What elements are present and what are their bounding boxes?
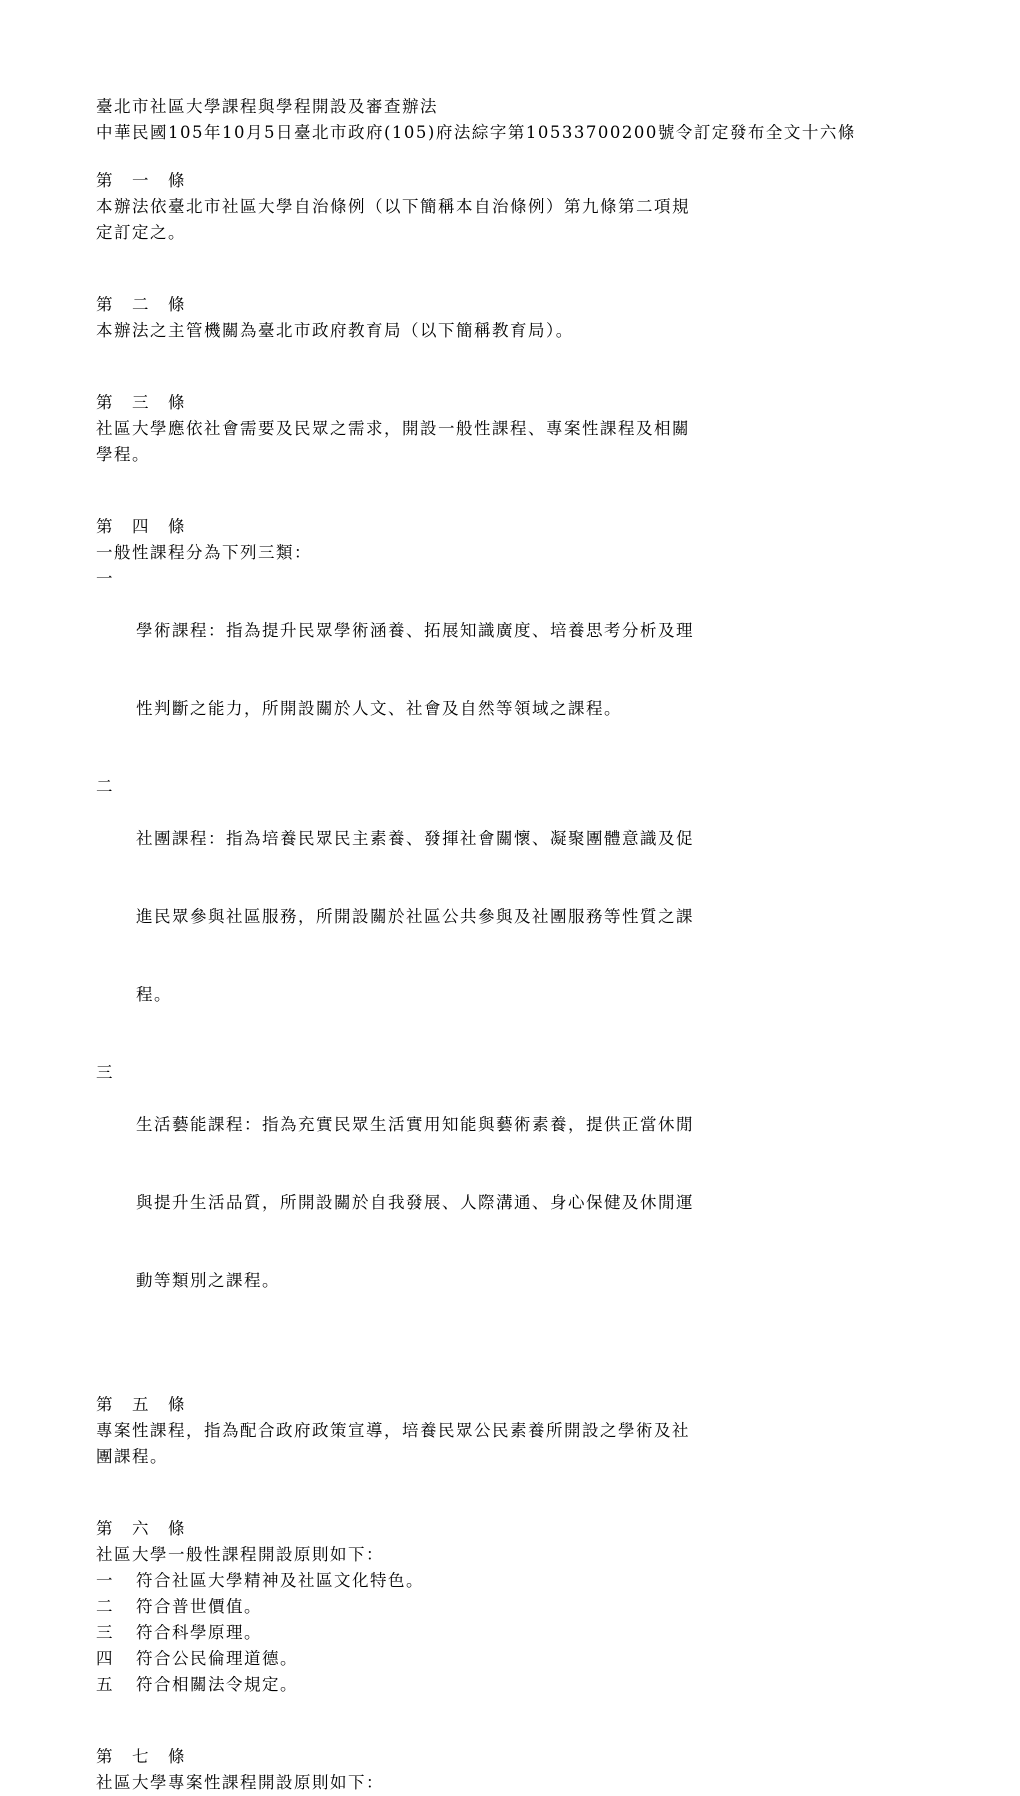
spacer	[96, 1698, 896, 1744]
spacer	[96, 246, 896, 292]
spacer	[96, 468, 896, 514]
list-item	[96, 1060, 896, 1346]
article-2	[96, 292, 896, 344]
article-1	[96, 168, 896, 246]
item-number: 一	[96, 1571, 114, 1590]
item-text	[136, 1060, 756, 1346]
item-text: 符合公民倫理道德。	[136, 1649, 298, 1668]
spacer	[96, 1346, 896, 1392]
article-text-line: 社區大學專案性課程開設原則如下：	[96, 1773, 384, 1792]
spacer	[96, 146, 896, 168]
item-text: 符合社區大學精神及社區文化特色。	[136, 1571, 424, 1590]
list-item	[96, 774, 896, 1060]
item-number: 三	[96, 1623, 114, 1642]
article-text-line: 學程。	[96, 445, 150, 464]
item-text-line: 程。	[136, 985, 172, 1004]
article-heading: 第 四 條	[96, 517, 186, 536]
article-heading: 第 七 條	[96, 1747, 186, 1766]
item-text-line: 進民眾參與社區服務，所開設關於社區公共參與及社團服務等性質之課	[136, 907, 694, 926]
item-number: 四	[96, 1649, 114, 1668]
article-heading: 第 二 條	[96, 295, 186, 314]
article-3	[96, 390, 896, 468]
item-text-line: 與提升生活品質，所開設關於自我發展、人際溝通、身心保健及休閒運	[136, 1193, 694, 1212]
document-title: 臺北市社區大學課程與學程開設及審查辦法	[96, 97, 438, 116]
item-text	[136, 566, 756, 774]
list-item	[96, 1568, 896, 1594]
item-text-line: 性判斷之能力，所開設關於人文、社會及自然等領域之課程。	[136, 699, 622, 718]
article-heading: 第 六 條	[96, 1519, 186, 1538]
item-number: 二	[96, 777, 114, 796]
document-page	[96, 94, 896, 1796]
spacer	[96, 1470, 896, 1516]
item-text: 符合相關法令規定。	[136, 1675, 298, 1694]
item-text: 符合科學原理。	[136, 1623, 262, 1642]
article-text-line: 團課程。	[96, 1447, 168, 1466]
article-text-line: 本辦法依臺北市社區大學自治條例（以下簡稱本自治條例）第九條第二項規	[96, 197, 690, 216]
article-text-line: 社區大學一般性課程開設原則如下：	[96, 1545, 384, 1564]
item-number: 一	[96, 569, 114, 588]
item-number: 五	[96, 1675, 114, 1694]
item-text-line: 社團課程：指為培養民眾民主素養、發揮社會關懷、凝聚團體意識及促	[136, 829, 694, 848]
article-heading: 第 五 條	[96, 1395, 186, 1414]
document-subtitle: 中華民國105年10月5日臺北市政府(105)府法綜字第10533700200號令訂定發布全文十六條	[96, 123, 856, 142]
item-number: 三	[96, 1063, 114, 1082]
item-text-line: 學術課程：指為提升民眾學術涵養、拓展知識廣度、培養思考分析及理	[136, 621, 694, 640]
article-text-line: 專案性課程，指為配合政府政策宣導，培養民眾公民素養所開設之學術及社	[96, 1421, 690, 1440]
list-item	[96, 1646, 896, 1672]
item-text	[136, 774, 756, 1060]
article-text-line: 本辦法之主管機關為臺北市政府教育局（以下簡稱教育局）。	[96, 321, 574, 340]
article-heading: 第 一 條	[96, 171, 186, 190]
item-text-line: 生活藝能課程：指為充實民眾生活實用知能與藝術素養，提供正當休閒	[136, 1115, 694, 1134]
list-item	[96, 1672, 896, 1698]
article-5	[96, 1392, 896, 1470]
list-item	[96, 566, 896, 774]
spacer	[96, 344, 896, 390]
article-4	[96, 514, 896, 1346]
article-text-line: 社區大學應依社會需要及民眾之需求，開設一般性課程、專案性課程及相關	[96, 419, 690, 438]
item-text-line: 動等類別之課程。	[136, 1271, 280, 1290]
article-heading: 第 三 條	[96, 393, 186, 412]
article-text-line: 一般性課程分為下列三類：	[96, 543, 312, 562]
list-item	[96, 1594, 896, 1620]
article-6	[96, 1516, 896, 1698]
list-item	[96, 1620, 896, 1646]
item-number: 二	[96, 1597, 114, 1616]
article-7	[96, 1744, 896, 1796]
item-text: 符合普世價值。	[136, 1597, 262, 1616]
article-text-line: 定訂定之。	[96, 223, 186, 242]
